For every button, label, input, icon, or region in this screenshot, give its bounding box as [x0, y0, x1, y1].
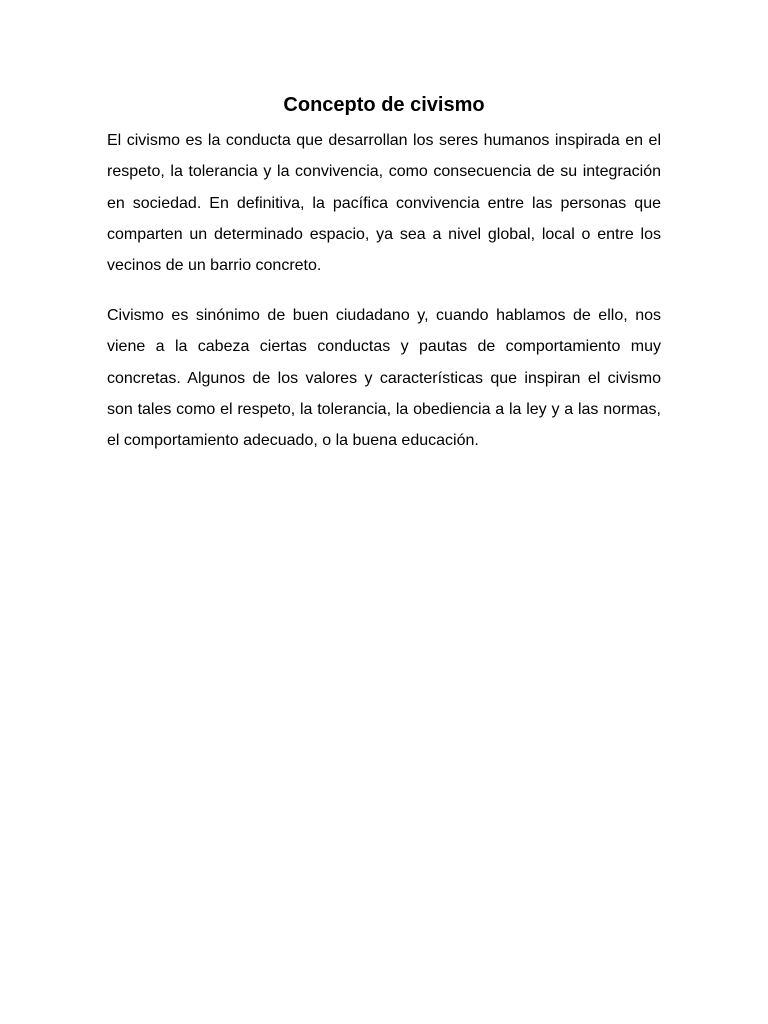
paragraph-definition: El civismo es la conducta que desarrollan los seres humanos inspirada en el respeto, la tolerancia y la convivencia, como consecuencia de su integración en sociedad. En definitiva, la pacífica convivencia entre las personas que comparten un determinado espacio, ya sea a nivel global, local o entre los vecinos de un barrio concreto.	[107, 132, 661, 275]
document-title: Concepto de civismo	[283, 94, 485, 116]
paragraph-values: Civismo es sinónimo de buen ciudadano y, cuando hablamos de ello, nos viene a la cabeza ciertas conductas y pautas de comportamiento muy concretas. Algunos de los valores y características que inspiran el civismo son tales como el respeto, la tolerancia, la obediencia a la ley y a las normas, el comportamiento adecuado, o la buena educación.	[107, 307, 661, 450]
